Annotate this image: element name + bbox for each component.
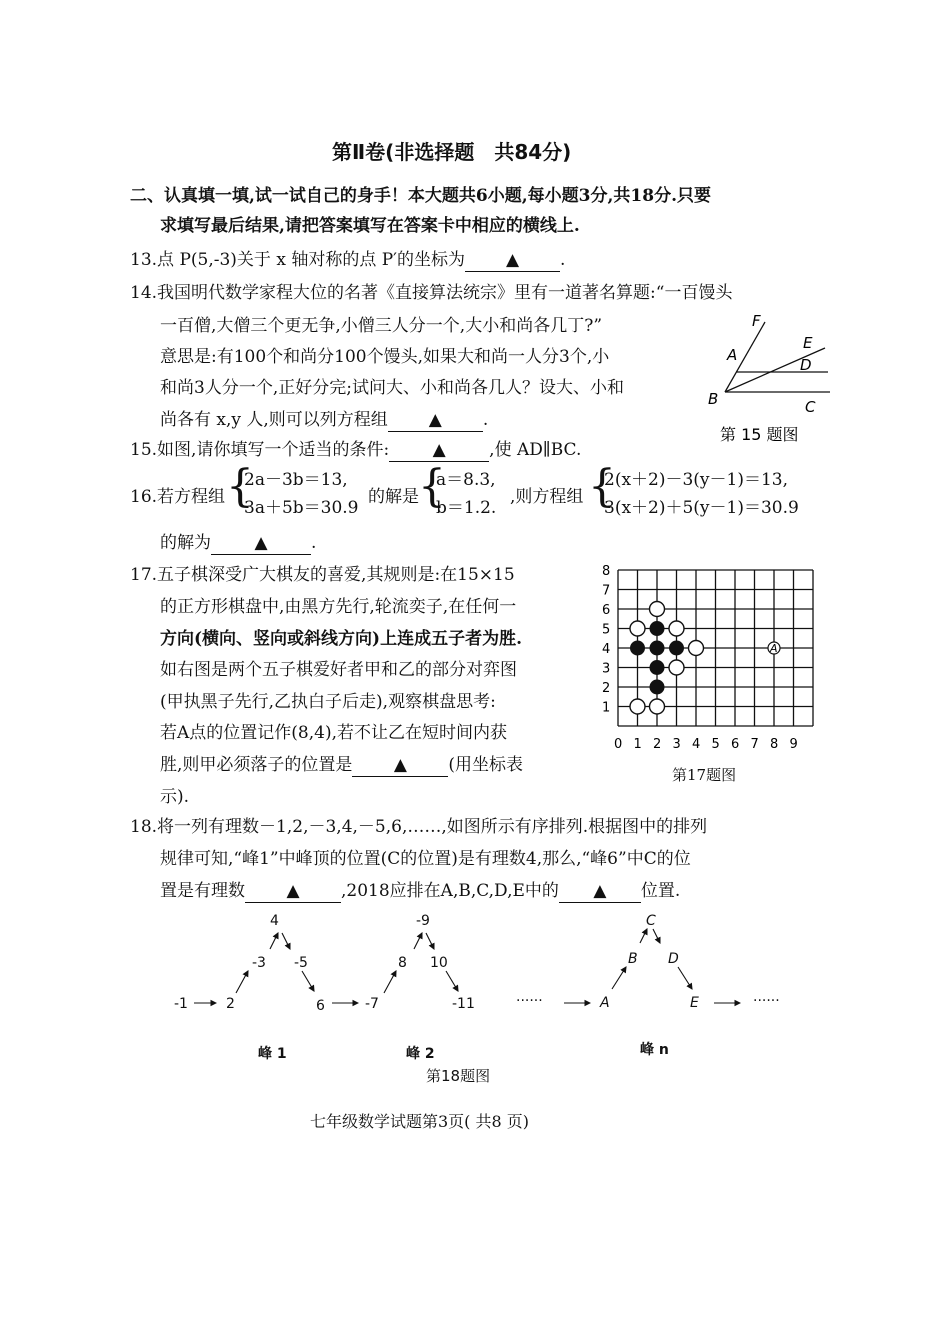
brace-icon: {: [418, 461, 446, 512]
question-14-line-5: [160, 409, 488, 432]
figure-15: [700, 312, 840, 447]
question-13-end: .: [560, 250, 566, 270]
label-c: C: [805, 398, 816, 416]
label-e: E: [803, 334, 813, 352]
black-stone: [630, 641, 645, 656]
x-tick-label: 9: [789, 737, 798, 752]
label-b: B: [708, 390, 719, 408]
x-tick-label: 8: [770, 737, 779, 752]
question-18-line-3: [160, 880, 680, 903]
question-17-line-6: 若A点的位置记作(8,4),若不让乙在短时间内获: [160, 723, 507, 743]
x-tick-label: 6: [731, 737, 740, 752]
triangle-mark-icon: ▲: [393, 755, 407, 775]
question-13-text: 13.点 P(5,-3)关于 x 轴对称的点 P′的坐标为: [130, 250, 466, 270]
question-16-mid: 的解是: [368, 487, 419, 507]
question-16-end: .: [311, 533, 317, 553]
question-15-text: 15.如图,请你填写一个适当的条件:: [130, 440, 390, 460]
peakn-right: D: [668, 951, 679, 967]
solution-a: a＝8.3,: [436, 470, 496, 490]
system-2-eq-2: 3(x＋2)＋5(y－1)＝30.9: [604, 498, 799, 518]
brace-icon: {: [226, 461, 254, 512]
question-17-line-5: (甲执黑子先行,乙执白子后走),观察棋盘思考:: [160, 692, 496, 712]
black-stone: [650, 680, 665, 695]
question-14-end: .: [482, 410, 489, 430]
white-stone: [650, 602, 665, 617]
figure-18-caption: 第18题图: [426, 1067, 491, 1085]
system-1-eq-1: 2a－3b＝13,: [244, 470, 348, 490]
question-14-line-3: 意思是:有100个和尚分100个馒头,如果大和尚一人分3个,小: [160, 347, 610, 367]
section-title: 第Ⅱ卷(非选择题 共84分): [332, 140, 572, 164]
peakn-left: B: [628, 951, 638, 967]
white-stone: [650, 699, 665, 714]
white-stone: [669, 660, 684, 675]
system-2-eq-1: 2(x＋2)－3(y－1)＝13,: [604, 470, 789, 490]
peakn-top: C: [646, 913, 656, 929]
label-d: D: [800, 356, 812, 374]
instructions-line-1: 二、认真填一填,试一试自己的身手！本大题共6小题,每小题3分,共18分.只要: [130, 186, 711, 206]
answer-blank-16[interactable]: [211, 532, 311, 555]
question-17-tail: 示).: [160, 787, 190, 807]
peak1-bottom-right: 6: [316, 998, 325, 1014]
y-tick-label: 3: [602, 661, 611, 677]
point-a-label: A: [770, 642, 778, 655]
triangle-mark-icon: ▲: [593, 881, 607, 901]
peak1-bottom-left: 2: [226, 996, 235, 1012]
figure-18: [160, 905, 820, 1085]
question-17-last-text: 胜,则甲必须落子的位置是: [160, 755, 353, 775]
peak1-right: -5: [294, 955, 308, 971]
question-15: [130, 439, 581, 462]
question-17-line-1: 17.五子棋深受广大棋友的喜爱,其规则是:在15×15: [130, 565, 515, 585]
peak1-label: 峰 1: [258, 1046, 287, 1062]
peak1-top: 4: [270, 913, 279, 929]
question-16-answer: [160, 532, 316, 555]
y-tick-label: 8: [602, 564, 611, 579]
peak2-label: 峰 2: [406, 1046, 435, 1062]
triangle-mark-icon: ▲: [286, 881, 300, 901]
question-13: [130, 249, 565, 272]
value-start: -1: [174, 996, 188, 1012]
instructions-line-2: 求填写最后结果,请把答案填写在答案卡中相应的横线上.: [160, 216, 580, 236]
white-stone: [689, 641, 704, 656]
answer-blank-17[interactable]: [352, 754, 448, 777]
ellipsis-1: ······: [516, 993, 543, 1009]
black-stone: [650, 660, 665, 675]
question-17-line-2: 的正方形棋盘中,由黑方先行,轮流奕子,在任何一: [160, 597, 517, 617]
black-stone: [650, 621, 665, 636]
label-a: A: [727, 346, 738, 364]
y-tick-label: 1: [602, 700, 611, 716]
y-tick-label: 6: [602, 603, 611, 618]
y-tick-label: 5: [602, 622, 611, 638]
triangle-mark-icon: ▲: [428, 410, 442, 430]
y-tick-label: 4: [602, 642, 611, 657]
question-18-text-c: 位置.: [640, 881, 681, 901]
question-14-line-4: 和尚3人分一个,正好分完;试问大、小和尚各几人？设大、小和: [160, 378, 624, 398]
question-17-line-7: [160, 754, 523, 777]
question-15-end: ,使 AD∥BC.: [489, 440, 582, 460]
peak1-left: -3: [252, 955, 266, 971]
question-17-end: (用坐标表: [448, 755, 524, 775]
white-stone: [630, 699, 645, 714]
question-17-line-3: 方向(横向、竖向或斜线方向)上连成五子者为胜.: [160, 629, 523, 649]
peak2-right: 10: [430, 955, 448, 971]
answer-blank-15[interactable]: [389, 439, 489, 462]
answer-blank-18a[interactable]: [245, 880, 341, 903]
answer-blank-13[interactable]: [465, 249, 560, 272]
y-tick-label: 7: [602, 583, 611, 599]
question-16-pre: 16.若方程组: [130, 487, 226, 507]
question-18-line-2: 规律可知,“峰1”中峰顶的位置(C的位置)是有理数4,那么,“峰6”中C的位: [160, 849, 691, 869]
question-14-last-text: 尚各有 x,y 人,则可以列方程组: [160, 410, 388, 430]
x-tick-label: 1: [633, 737, 642, 752]
question-18-line-1: 18.将一列有理数－1,2,－3,4,－5,6,……,如图所示有序排列.根据图中的排列: [130, 817, 708, 837]
figure-15-caption: 第 15 题图: [720, 425, 799, 444]
peakn-bottom-right: E: [690, 995, 699, 1011]
question-18-text-b: ,2018应排在A,B,C,D,E中的: [341, 881, 559, 901]
answer-blank-14[interactable]: [388, 409, 483, 432]
question-17-line-4: 如右图是两个五子棋爱好者甲和乙的部分对弈图: [160, 660, 517, 680]
white-stone: [669, 621, 684, 636]
y-tick-label: 2: [602, 681, 611, 696]
peak2-left: 8: [398, 955, 407, 971]
question-16-mid2: ,则方程组: [510, 487, 584, 507]
x-tick-label: 5: [711, 737, 720, 752]
question-14-line-2: 一百僧,大僧三个更无争,小僧三人分一个,大小和尚各几丁?”: [160, 316, 603, 336]
x-tick-label: 4: [692, 737, 701, 752]
triangle-mark-icon: ▲: [432, 440, 446, 460]
question-18-text-a: 置是有理数: [160, 881, 245, 901]
brace-icon: {: [588, 461, 616, 512]
black-stone: [669, 641, 684, 656]
peak2-bottom-left: -7: [365, 996, 379, 1012]
question-16-answer-text: 的解为: [160, 533, 211, 553]
ellipsis-2: ······: [753, 993, 780, 1009]
solution-b: b＝1.2.: [436, 498, 497, 518]
peakn-bottom-left: A: [600, 995, 610, 1011]
system-1-eq-2: 3a＋5b＝30.9: [244, 498, 359, 518]
x-tick-label: 0: [614, 737, 623, 752]
triangle-mark-icon: ▲: [505, 250, 520, 270]
peak2-bottom-right: -11: [452, 996, 475, 1012]
label-f: F: [752, 312, 761, 330]
triangle-mark-icon: ▲: [254, 533, 268, 553]
peakn-label: 峰 n: [640, 1042, 669, 1058]
page-footer: 七年级数学试题第3页( 共8 页): [310, 1112, 530, 1131]
x-tick-label: 2: [653, 737, 662, 752]
question-14-line-1: 14.我国明代数学家程大位的名著《直接算法统宗》里有一道著名算题:“一百馒头: [130, 283, 733, 303]
figure-17-caption: 第17题图: [672, 766, 737, 784]
x-tick-label: 3: [672, 737, 681, 752]
peak2-top: -9: [416, 913, 430, 929]
black-stone: [650, 641, 665, 656]
figure-17-board: [596, 560, 826, 785]
x-tick-label: 7: [750, 737, 759, 752]
answer-blank-18b[interactable]: [559, 880, 641, 903]
white-stone: [630, 621, 645, 636]
